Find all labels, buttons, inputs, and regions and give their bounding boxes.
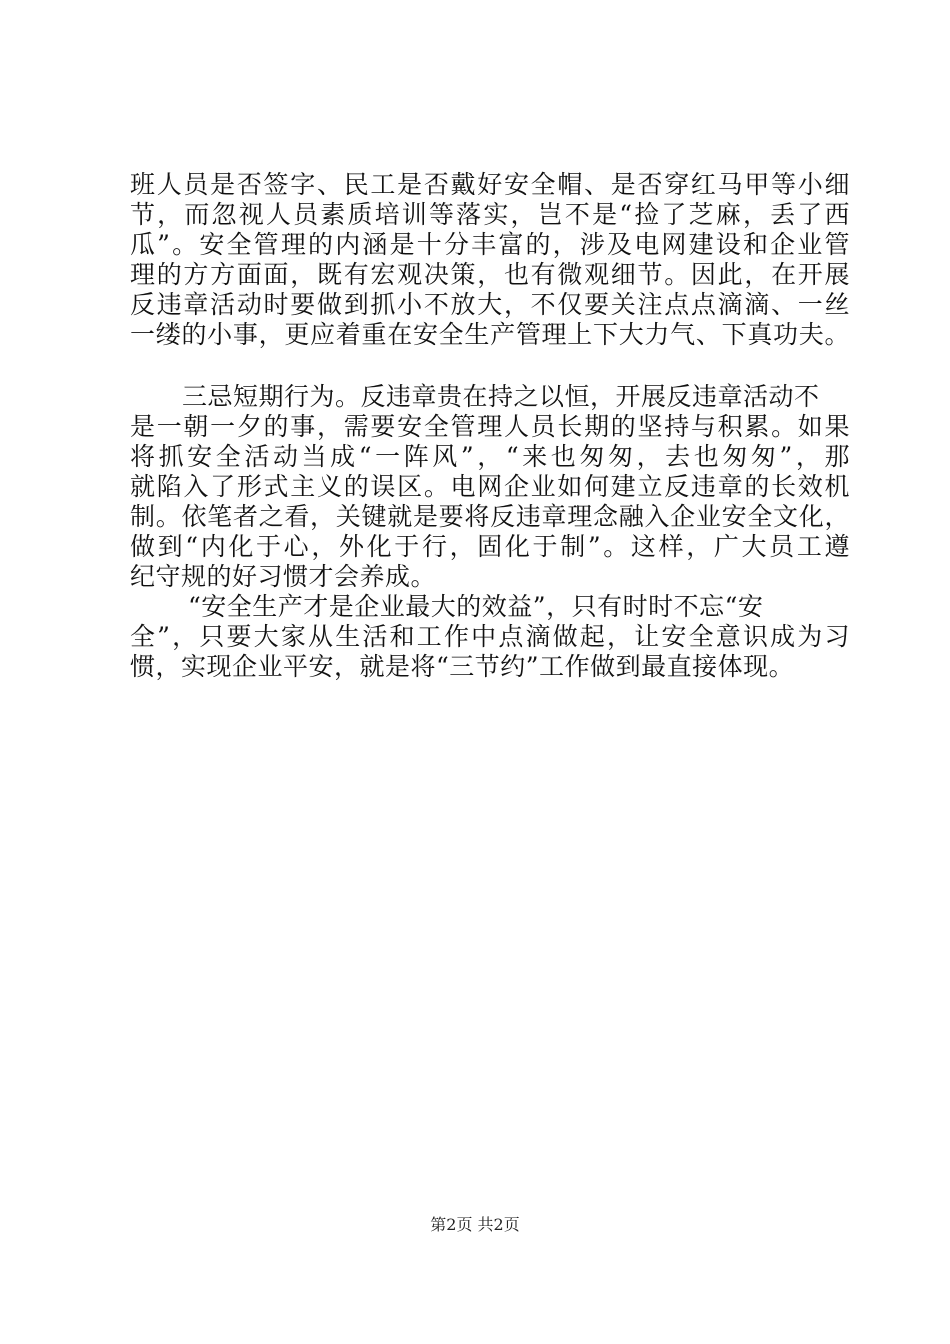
paragraph-1-line-3: 瓜”。安全管理的内涵是十分丰富的，涉及电网建设和企业管 <box>130 230 850 259</box>
paragraph-1-line-4: 理的方方面面，既有宏观决策，也有微观细节。因此，在开展 <box>130 260 850 289</box>
paragraph-3-line-3: 惯，实现企业平安，就是将“三节约”工作做到最直接体现。 <box>130 652 795 681</box>
paragraph-1-line-5: 反违章活动时要做到抓小不放大，不仅要关注点点滴滴、一丝 <box>130 290 850 319</box>
paragraph-spacer <box>130 350 850 382</box>
paragraph-2-line-6: 做到“内化于心，外化于行，固化于制”。这样，广大员工遵 <box>130 532 850 561</box>
paragraph-1-line-6: 一缕的小事，更应着重在安全生产管理上下大力气、下真功夫。 <box>130 320 850 349</box>
paragraph-1-line-2: 节，而忽视人员素质培训等落实，岂不是“捡了芝麻，丢了西 <box>130 200 850 229</box>
paragraph-2-line-2: 是一朝一夕的事，需要安全管理人员长期的坚持与积累。如果 <box>130 412 850 441</box>
paragraph-2-line-7: 纪守规的好习惯才会养成。 <box>130 562 437 591</box>
paragraph-2-line-5: 制。依笔者之看，关键就是要将反违章理念融入企业安全文化， <box>130 502 850 531</box>
paragraph-3-line-2: 全”，只要大家从生活和工作中点滴做起，让安全意识成为习 <box>130 622 850 651</box>
paragraph-1-line-1: 班人员是否签字、民工是否戴好安全帽、是否穿红马甲等小细 <box>130 170 850 199</box>
paragraph-2-line-3: 将抓安全活动当成“一阵风”，“来也匆匆，去也匆匆”，那 <box>130 442 850 471</box>
paragraph-2-line-4: 就陷入了形式主义的误区。电网企业如何建立反违章的长效机 <box>130 472 850 501</box>
paragraph-3-line-1: “安全生产才是企业最大的效益”，只有时时不忘“安 <box>188 592 764 621</box>
document-body <box>130 170 850 682</box>
paragraph-2-line-1: 三忌短期行为。反违章贵在持之以恒，开展反违章活动不 <box>182 382 820 411</box>
page-number-footer: 第2页 共2页 <box>430 1215 520 1234</box>
